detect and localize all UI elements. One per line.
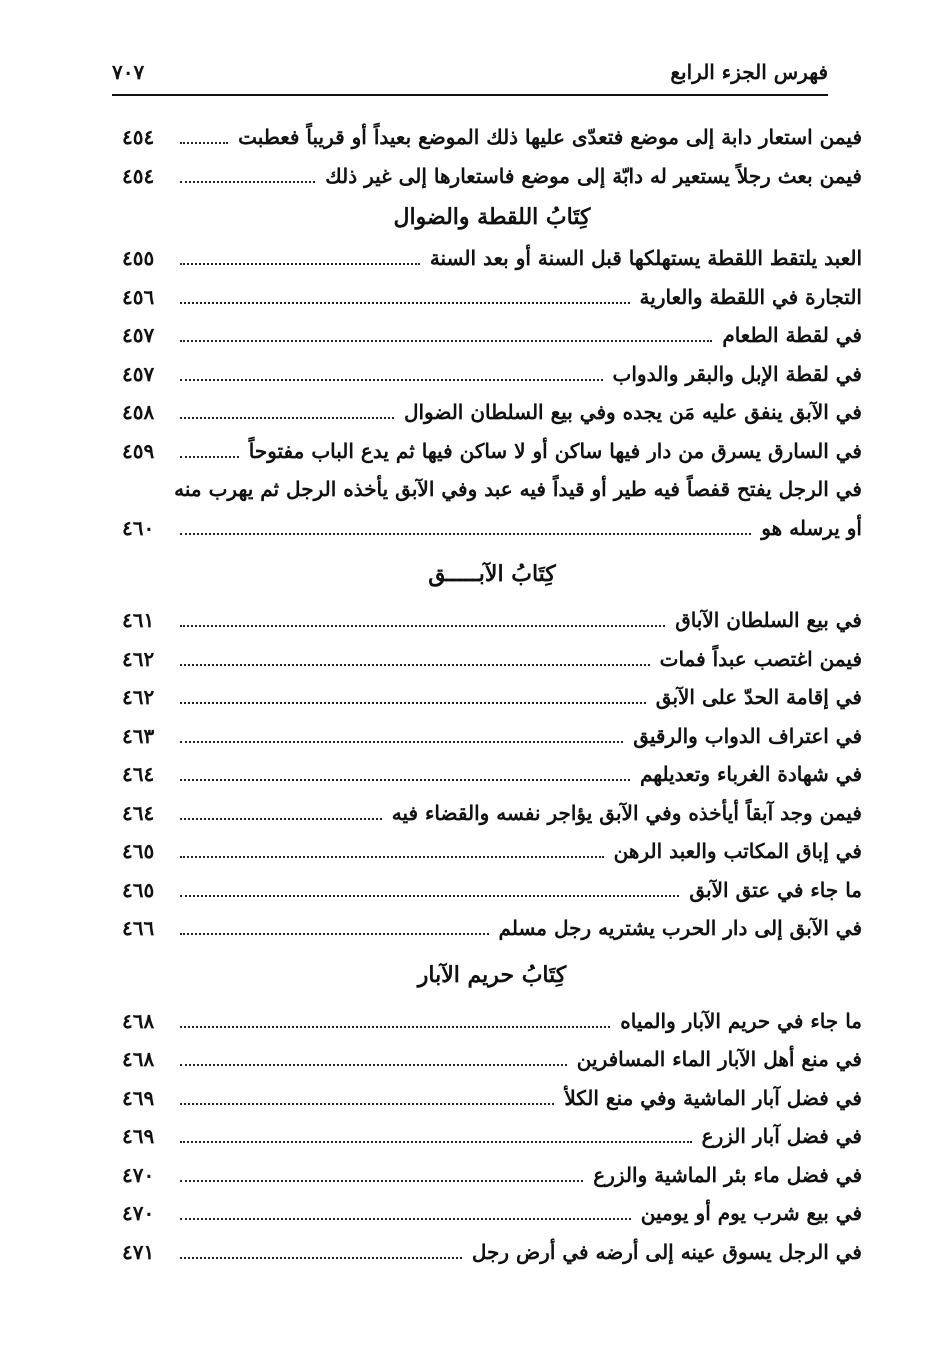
index-entry [122, 393, 862, 432]
entry-page-number: ٤٦٤ [122, 762, 155, 787]
dot-leader [180, 895, 679, 897]
section-title: كِتَابُ اللقطة والضوال [393, 204, 591, 230]
dot-leader [180, 702, 646, 704]
dot-leader [180, 181, 315, 183]
entry-page-number: ٤٦٨ [122, 1008, 155, 1033]
section-heading [122, 948, 862, 1002]
entry-page-number: ٤٧٠ [122, 1201, 155, 1226]
dot-leader [180, 1064, 567, 1066]
index-entry [122, 1156, 862, 1195]
index-entry [122, 832, 862, 871]
entry-title: ما جاء في حريم الآبار والمياه [620, 1008, 862, 1033]
dot-leader [180, 818, 382, 820]
dot-leader [180, 1141, 692, 1143]
dot-leader [180, 263, 420, 265]
entry-title: في الآبق ينفق عليه مَن يجده وفي بيع السلطان الضوال [403, 400, 862, 425]
section-heading [122, 195, 862, 239]
entry-title: في إقامة الحدّ على الآبق [655, 685, 862, 710]
index-entry [122, 755, 862, 794]
index-entry [122, 1079, 862, 1118]
entry-page-number: ٤٦٢ [122, 646, 155, 671]
entry-page-number: ٤٧٠ [122, 1162, 155, 1187]
entry-title: فيمن اغتصب عبداً فمات [659, 646, 862, 671]
dot-leader [180, 779, 630, 781]
entry-title: في الآبق إلى دار الحرب يشتريه رجل مسلم [498, 916, 862, 941]
index-entry [122, 355, 862, 394]
entry-page-number: ٤٦٩ [122, 1085, 155, 1110]
dot-leader [180, 456, 239, 458]
entry-page-number: ٤٥٥ [122, 246, 155, 271]
entry-title: فيمن وجد آبقاً أيأخذه وفي الآبق يؤاجر نفسه والقضاء فيه [391, 800, 862, 825]
entry-title: في الرجل يسوق عينه إلى أرضه في أرض رجل [471, 1239, 862, 1264]
section-title: كِتَابُ الآبـــــق [428, 561, 556, 587]
dot-leader [180, 1257, 462, 1259]
entry-title: فيمن بعث رجلاً يستعير له دابّة إلى موضع فاستعارها إلى غير ذلك [325, 163, 862, 188]
page-header [112, 58, 828, 96]
entry-page-number: ٤٦٣ [122, 723, 155, 748]
dot-leader [180, 664, 650, 666]
entry-title: في لقطة الطعام [722, 323, 862, 348]
dot-leader [180, 856, 604, 858]
dot-leader [180, 1180, 583, 1182]
index-entry [122, 640, 862, 679]
index-entry [122, 157, 862, 196]
entry-title: العبد يلتقط اللقطة يستهلكها قبل السنة أو بعد السنة [429, 246, 862, 271]
entry-title: في اعتراف الدواب والرقيق [633, 723, 862, 748]
index-entry [122, 1194, 862, 1233]
index-entry [122, 909, 862, 948]
section-heading [122, 547, 862, 601]
entry-title: في فضل ماء بئر الماشية والزرع [593, 1162, 862, 1187]
entry-title-line1: في الرجل يفتح قفصاً فيه طير أو قيداً فيه عبد وفي الآبق يأخذه الرجل ثم يهرب منه [174, 477, 862, 502]
section-title: كِتَابُ حريم الآبار [417, 961, 567, 988]
entry-title: في فضل آبار الماشية وفي منع الكلأ [564, 1085, 862, 1110]
entry-page-number: ٤٦١ [122, 608, 155, 633]
index-entry [122, 717, 862, 756]
entry-title: في بيع شرب يوم أو يومين [640, 1201, 862, 1226]
dot-leader [180, 142, 228, 144]
dot-leader [180, 1103, 554, 1105]
entry-title: في شهادة الغرباء وتعديلهم [639, 762, 862, 787]
index-entry [122, 601, 862, 640]
table-of-contents [122, 118, 862, 1271]
entry-title: فيمن استعار دابة إلى موضع فتعدّى عليها ذلك الموضع بعيداً أو قريباً فعطبت [238, 125, 862, 150]
index-entry [122, 316, 862, 355]
index-entry-first-line [122, 470, 862, 509]
entry-page-number: ٤٥٧ [122, 361, 155, 386]
index-entry [122, 278, 862, 317]
entry-title: في إباق المكاتب والعبد الرهن [613, 839, 862, 864]
dot-leader [180, 340, 712, 342]
index-entry [122, 678, 862, 717]
index-entry [122, 239, 862, 278]
entry-page-number: ٤٦٤ [122, 800, 155, 825]
entry-page-number: ٤٧١ [122, 1239, 155, 1264]
header-page-number: ٧٠٧ [112, 60, 145, 84]
entry-title: في منع أهل الآبار الماء المسافرين [576, 1047, 862, 1072]
entry-title: ما جاء في عتق الآبق [689, 877, 862, 902]
dot-leader [180, 625, 665, 627]
index-entry [122, 1117, 862, 1156]
index-entry [122, 118, 862, 157]
entry-page-number: ٤٥٩ [122, 438, 155, 463]
entry-page-number: ٤٥٤ [122, 163, 155, 188]
dot-leader [180, 302, 630, 304]
index-entry [122, 871, 862, 910]
index-entry [122, 1233, 862, 1272]
entry-page-number: ٤٦٦ [122, 916, 155, 941]
dot-leader [180, 741, 623, 743]
index-entry [122, 432, 862, 471]
entry-page-number: ٤٥٦ [122, 284, 155, 309]
entry-page-number: ٤٦٩ [122, 1124, 155, 1149]
dot-leader [180, 1218, 631, 1220]
dot-leader [180, 533, 751, 535]
index-entry [122, 794, 862, 833]
entry-page-number: ٤٥٨ [122, 400, 155, 425]
index-entry [122, 1040, 862, 1079]
entry-page-number: ٤٦٢ [122, 685, 155, 710]
entry-page-number: ٤٥٧ [122, 323, 155, 348]
entry-title: في لقطة الإبل والبقر والدواب [612, 361, 862, 386]
entry-page-number: ٤٦٥ [122, 877, 155, 902]
entry-page-number: ٤٦٨ [122, 1047, 155, 1072]
entry-title: في السارق يسرق من دار فيها ساكن أو لا ساكن فيها ثم يدع الباب مفتوحاً [248, 438, 862, 463]
entry-title: التجارة في اللقطة والعارية [639, 284, 862, 309]
entry-page-number: ٤٦٥ [122, 839, 155, 864]
entry-title: في بيع السلطان الآباق [675, 608, 862, 633]
header-title: فهرس الجزء الرابع [670, 60, 828, 84]
dot-leader [180, 1026, 610, 1028]
entry-page-number: ٤٦٠ [122, 515, 155, 540]
dot-leader [180, 417, 394, 419]
entry-title: أو يرسله هو [761, 515, 862, 540]
dot-leader [180, 379, 603, 381]
index-entry [122, 509, 862, 548]
dot-leader [180, 933, 489, 935]
entry-title: في فضل آبار الزرع [701, 1124, 862, 1149]
index-entry [122, 1002, 862, 1041]
entry-page-number: ٤٥٤ [122, 125, 155, 150]
